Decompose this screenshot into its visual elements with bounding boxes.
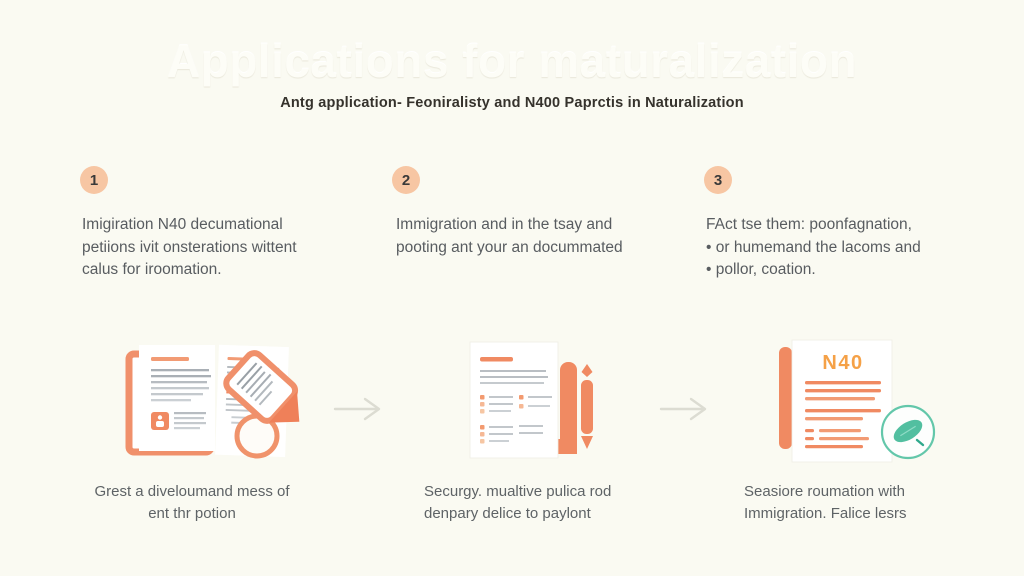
caption-1-line: ent thr potion	[148, 504, 236, 522]
caption-2	[424, 481, 611, 524]
arrow-right-icon	[658, 396, 714, 427]
leaf-stamp-icon	[882, 406, 934, 458]
step-1-text	[82, 214, 297, 282]
step-2-text	[396, 214, 623, 259]
n40-document-illustration	[765, 335, 955, 470]
step-2-line: pooting ant your an docummated	[396, 238, 623, 256]
form-checklist-illustration	[448, 340, 633, 470]
step-3-text	[706, 214, 921, 282]
arrow-right-icon	[332, 396, 388, 427]
step-3-line: • pollor, coation.	[706, 261, 816, 278]
document-review-illustration	[105, 342, 300, 469]
caption-3	[744, 481, 907, 524]
step-3-line: • or humemand the lacoms and	[706, 238, 921, 256]
step-1-badge: 1	[80, 166, 108, 194]
caption-1-line: Grest a diveloumand mess of	[94, 483, 290, 500]
clipboard-document-icon	[105, 342, 300, 464]
step-3-badge: 3	[704, 166, 732, 194]
step-2-line: Immigration and in the tsay and	[396, 216, 613, 233]
caption-1	[72, 481, 312, 524]
step-1-line: calus for iroomation.	[82, 261, 222, 278]
caption-3-line: Immigration. Falice lesrs	[744, 504, 907, 522]
page-title: Applications for maturalization	[166, 35, 858, 87]
step-1-line: Imigiration N40 decumational	[82, 216, 283, 233]
n40-label: N40	[822, 352, 864, 374]
n40-document-icon	[765, 335, 955, 465]
caption-2-line: denpary delice to paylont	[424, 504, 591, 522]
step-2-badge: 2	[392, 166, 420, 194]
step-1-line: petiions ivit onsterations wittent	[82, 238, 297, 256]
page-subtitle: Antg application- Feoniralisty and N400 Paprctis in Naturalization	[280, 95, 744, 111]
checklist-form-icon	[448, 340, 633, 465]
caption-3-line: Seasiore roumation with	[744, 483, 905, 500]
caption-2-line: Securgy. mualtive pulica rod	[424, 483, 612, 500]
step-3-line: FAct tse them: poonfagnation,	[706, 216, 912, 233]
pen-icon	[581, 364, 593, 449]
